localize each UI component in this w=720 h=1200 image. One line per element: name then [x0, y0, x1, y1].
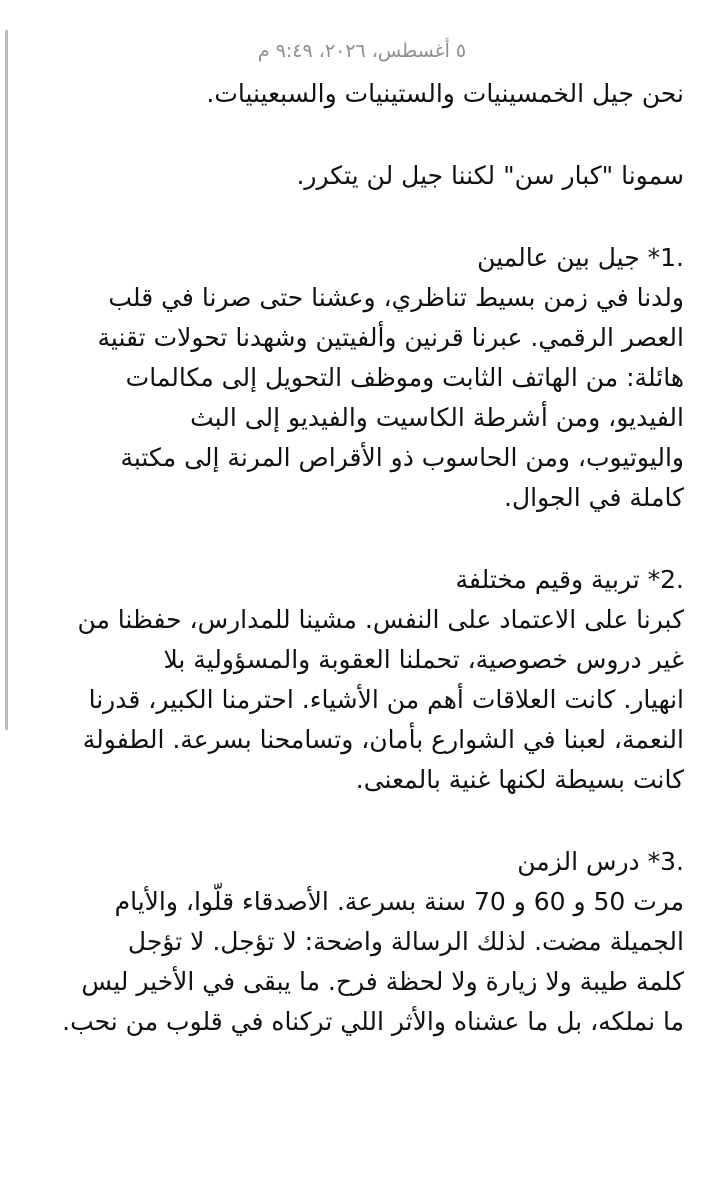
section-2-line: انهيار. كانت العلاقات أهم من الأشياء. احترمنا الكبير، قدرنا: [88, 685, 684, 714]
section-1-line: هائلة: من الهاتف الثابت وموظف التحويل إلى مكالمات: [125, 363, 684, 392]
section-3-line: الجميلة مضت. لذلك الرسالة واضحة: لا تؤجل. لا تؤجل: [127, 927, 684, 956]
section-2-title: تربية وقيم مختلفة: [455, 565, 640, 594]
section-1-title: جيل بين عالمين: [477, 243, 640, 272]
section-2-line: غير دروس خصوصية، تحملنا العقوبة والمسؤولية بلا: [163, 645, 684, 674]
section-3-title: درس الزمن: [517, 847, 640, 876]
section-2-heading: [40, 560, 684, 600]
section-1-heading: [40, 238, 684, 278]
section-3-heading: [40, 842, 684, 882]
section-3-line: ما نملكه، بل ما عشناه والأثر اللي تركناه في قلوب من نحب.: [62, 1007, 684, 1036]
section-1-line: كاملة في الجوال.: [504, 483, 684, 512]
message-timestamp: ٥ أغسطس، ٢٠٢٦، ٩:٤٩ م: [257, 40, 467, 62]
section-3-line: مرت 50 و 60 و 70 سنة بسرعة. الأصدقاء قلّوا، والأيام: [114, 887, 684, 916]
section-1-number: *1.: [647, 243, 684, 272]
section-1-line: واليوتيوب، ومن الحاسوب ذو الأقراص المرنة إلى مكتبة: [120, 443, 684, 472]
section-2-line: كبرنا على الاعتماد على النفس. مشينا للمدارس، حفظنا من: [77, 605, 684, 634]
section-2-line: كانت بسيطة لكنها غنية بالمعنى.: [355, 765, 684, 794]
section-3-line: كلمة طيبة ولا زيارة ولا لحظة فرح. ما يبقى في الأخير ليس: [81, 967, 684, 996]
section-2-number: *2.: [647, 565, 684, 594]
message-body: [40, 0, 684, 1042]
section-1-line: ولدنا في زمن بسيط تناظري، وعشنا حتى صرنا في قلب: [108, 283, 684, 312]
section-1-line: الفيديو، ومن أشرطة الكاسيت والفيديو إلى البث: [190, 403, 684, 432]
section-3-number: *3.: [647, 847, 684, 876]
scrollbar[interactable]: [5, 30, 8, 730]
section-2-line: النعمة، لعبنا في الشوارع بأمان، وتسامحنا بسرعة. الطفولة: [82, 725, 684, 754]
intro-line-2: سمونا "كبار سن" لكننا جيل لن يتكرر.: [296, 161, 684, 190]
intro-line-1: نحن جيل الخمسينيات والستينيات والسبعينيات.: [206, 79, 684, 108]
section-1-line: العصر الرقمي. عبرنا قرنين وألفيتين وشهدنا تحولات تقنية: [97, 323, 684, 352]
